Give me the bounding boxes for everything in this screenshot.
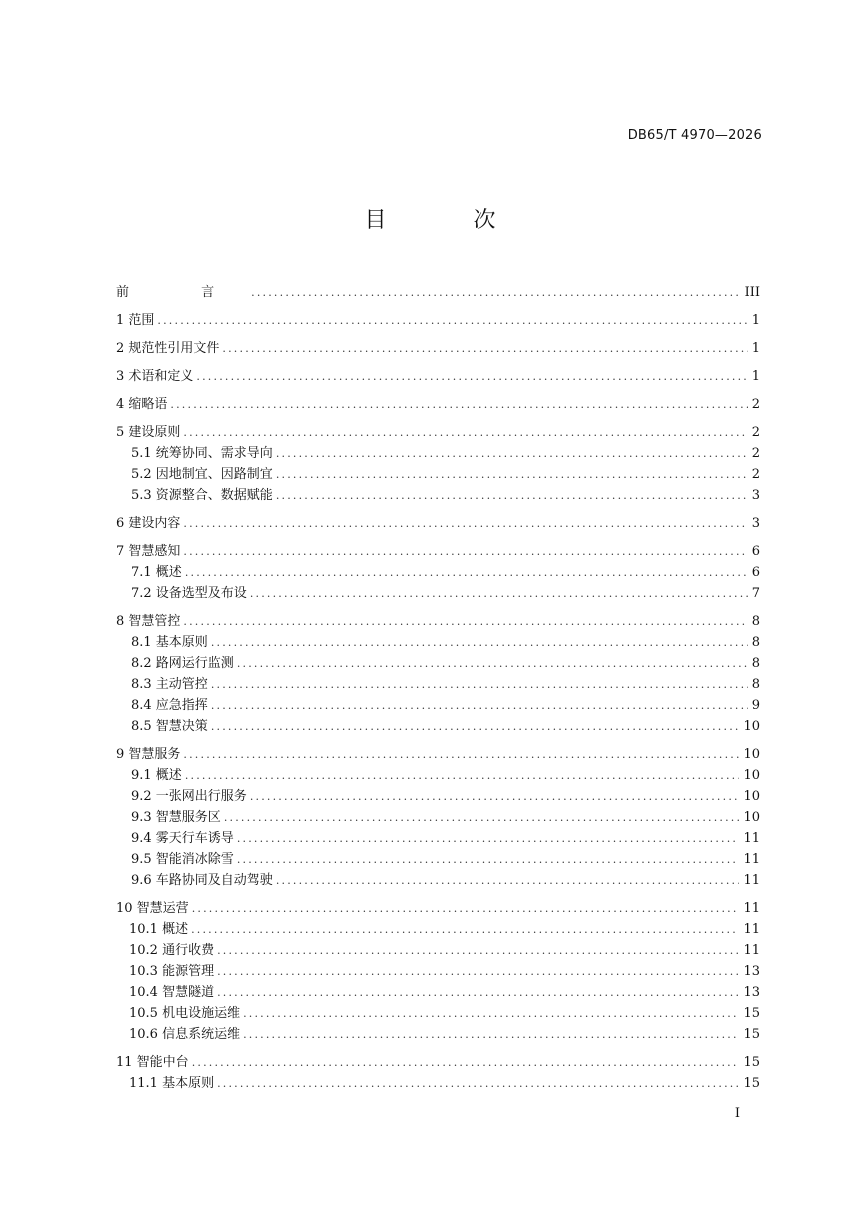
toc-dot-leader xyxy=(211,695,748,716)
toc-entry-page: 1 xyxy=(751,369,760,384)
toc-dot-leader xyxy=(211,632,748,653)
toc-entry-label: 10.1 概述 xyxy=(129,922,189,937)
toc-entry-page: 2 xyxy=(751,467,760,482)
toc-entry-label: 8 智慧管控 xyxy=(116,614,181,629)
toc-dot-leader xyxy=(185,765,740,786)
toc-entry-label: 1 范围 xyxy=(116,313,155,328)
toc-entry-page: 10 xyxy=(743,810,760,825)
toc-entry-label: 9.6 车路协同及自动驾驶 xyxy=(131,873,273,888)
toc-entry[interactable] xyxy=(116,653,760,674)
toc-entry-page: 8 xyxy=(751,677,760,692)
toc-entry-label: 9.3 智慧服务区 xyxy=(131,810,221,825)
toc-entry[interactable] xyxy=(116,1003,760,1024)
toc-entry[interactable] xyxy=(116,919,760,940)
toc-entry-label: 10 智慧运营 xyxy=(116,901,189,916)
toc-entry-label: 11.1 基本原则 xyxy=(129,1076,215,1091)
toc-entry-label: 5.1 统筹协同、需求导向 xyxy=(131,446,273,461)
toc-dot-leader xyxy=(217,982,739,1003)
toc-entry[interactable] xyxy=(116,562,760,583)
toc-entry-label: 11 智能中台 xyxy=(116,1055,189,1070)
toc-dot-leader xyxy=(237,653,748,674)
toc-entry[interactable] xyxy=(116,716,760,737)
toc-dot-leader xyxy=(183,744,739,765)
toc-entry-label: 9 智慧服务 xyxy=(116,747,181,762)
toc-entry-page: 13 xyxy=(743,985,760,1000)
toc-entry-page: 11 xyxy=(743,873,760,888)
toc-entry-page: 10 xyxy=(743,747,760,762)
toc-entry-label: 7.1 概述 xyxy=(131,565,182,580)
toc-entry-label: 5 建设原则 xyxy=(116,425,181,440)
toc-entry-label: 3 术语和定义 xyxy=(116,369,194,384)
toc-dot-leader xyxy=(191,919,739,940)
toc-entry-label: 前 言 xyxy=(116,285,249,300)
toc-entry[interactable] xyxy=(116,541,760,562)
toc-dot-leader xyxy=(276,870,740,891)
toc-dot-leader xyxy=(237,828,740,849)
toc-entry-page: 6 xyxy=(751,544,760,559)
toc-entry[interactable] xyxy=(116,464,760,485)
toc-entry-label: 8.1 基本原则 xyxy=(131,635,208,650)
toc-dot-leader xyxy=(185,562,748,583)
toc-dot-leader xyxy=(217,1073,739,1094)
toc-dot-leader xyxy=(183,541,747,562)
toc-entry[interactable] xyxy=(116,765,760,786)
toc-entry-page: 11 xyxy=(743,922,760,937)
toc-entry-page: 6 xyxy=(751,565,760,580)
toc-entry-page: 8 xyxy=(751,635,760,650)
toc-entry-page: 11 xyxy=(743,901,760,916)
toc-entry-page: 8 xyxy=(751,614,760,629)
toc-dot-leader xyxy=(251,282,740,303)
toc-entry[interactable] xyxy=(116,786,760,807)
document-code: DB65/T 4970—2026 xyxy=(627,128,762,143)
toc-dot-leader xyxy=(211,674,748,695)
toc-entry-label: 2 规范性引用文件 xyxy=(116,341,220,356)
toc-dot-leader xyxy=(192,1052,740,1073)
toc-entry-label: 9.2 一张网出行服务 xyxy=(131,789,247,804)
toc-entry-page: 11 xyxy=(743,943,760,958)
toc-entry[interactable] xyxy=(116,310,760,331)
toc-entry[interactable] xyxy=(116,366,760,387)
toc-entry-page: 8 xyxy=(751,656,760,671)
toc-entry[interactable] xyxy=(116,898,760,919)
toc-dot-leader xyxy=(217,961,739,982)
toc-entry[interactable] xyxy=(116,1073,760,1094)
toc-dot-leader xyxy=(224,807,740,828)
toc-entry-page: 1 xyxy=(751,341,760,356)
toc-entry-page: 2 xyxy=(751,425,760,440)
toc-entry[interactable] xyxy=(116,982,760,1003)
toc-entry-label: 7 智慧感知 xyxy=(116,544,181,559)
toc-entry-page: 11 xyxy=(743,831,760,846)
toc-entry-label: 9.5 智能消冰除雪 xyxy=(131,852,234,867)
toc-dot-leader xyxy=(192,898,740,919)
toc-entry-page: 11 xyxy=(743,852,760,867)
toc-dot-leader xyxy=(157,310,747,331)
toc-entry[interactable] xyxy=(116,632,760,653)
toc-entry-label: 5.3 资源整合、数据赋能 xyxy=(131,488,273,503)
toc-entry[interactable] xyxy=(116,744,760,765)
toc-entry-page: 3 xyxy=(751,488,760,503)
table-of-contents xyxy=(116,282,760,1094)
toc-entry[interactable] xyxy=(116,849,760,870)
toc-dot-leader xyxy=(183,422,747,443)
toc-entry-label: 8.4 应急指挥 xyxy=(131,698,208,713)
toc-entry[interactable] xyxy=(116,674,760,695)
toc-entry-label: 9.4 雾天行车诱导 xyxy=(131,831,234,846)
toc-dot-leader xyxy=(276,464,748,485)
toc-dot-leader xyxy=(183,611,747,632)
toc-entry-page: 7 xyxy=(751,586,760,601)
toc-entry-page: 15 xyxy=(743,1076,760,1091)
toc-entry-label: 10.4 智慧隧道 xyxy=(129,985,215,1000)
toc-entry[interactable] xyxy=(116,282,760,303)
toc-entry-label: 8.2 路网运行监测 xyxy=(131,656,234,671)
toc-entry[interactable] xyxy=(116,422,760,443)
toc-entry[interactable] xyxy=(116,828,760,849)
toc-entry-label: 10.2 通行收费 xyxy=(129,943,215,958)
toc-entry[interactable] xyxy=(116,394,760,415)
toc-entry[interactable] xyxy=(116,870,760,891)
toc-dot-leader xyxy=(196,366,747,387)
toc-entry[interactable] xyxy=(116,807,760,828)
toc-dot-leader xyxy=(217,940,739,961)
toc-entry[interactable] xyxy=(116,513,760,534)
toc-entry-label: 9.1 概述 xyxy=(131,768,182,783)
toc-entry-page: 2 xyxy=(751,446,760,461)
toc-entry[interactable] xyxy=(116,961,760,982)
toc-entry-label: 10.6 信息系统运维 xyxy=(129,1027,241,1042)
toc-dot-leader xyxy=(250,786,740,807)
toc-entry[interactable] xyxy=(116,1024,760,1045)
toc-entry-page: 10 xyxy=(743,719,760,734)
toc-dot-leader xyxy=(211,716,740,737)
toc-entry-label: 4 缩略语 xyxy=(116,397,168,412)
toc-entry[interactable] xyxy=(116,443,760,464)
toc-entry-label: 6 建设内容 xyxy=(116,516,181,531)
toc-dot-leader xyxy=(250,583,748,604)
toc-entry[interactable] xyxy=(116,583,760,604)
toc-title: 目 次 xyxy=(364,208,536,233)
toc-entry[interactable] xyxy=(116,1052,760,1073)
toc-entry-label: 10.5 机电设施运维 xyxy=(129,1006,241,1021)
toc-entry-page: 2 xyxy=(751,397,760,412)
toc-entry-label: 7.2 设备选型及布设 xyxy=(131,586,247,601)
footer-page-number: I xyxy=(734,1106,740,1121)
toc-dot-leader xyxy=(237,849,740,870)
toc-dot-leader xyxy=(183,513,747,534)
toc-entry-page: 1 xyxy=(751,313,760,328)
toc-entry[interactable] xyxy=(116,695,760,716)
toc-entry-page: 15 xyxy=(743,1027,760,1042)
toc-dot-leader xyxy=(276,443,748,464)
toc-entry[interactable] xyxy=(116,338,760,359)
toc-entry[interactable] xyxy=(116,940,760,961)
toc-entry-page: 15 xyxy=(743,1055,760,1070)
toc-entry-page: 13 xyxy=(743,964,760,979)
toc-entry-label: 10.3 能源管理 xyxy=(129,964,215,979)
toc-entry-page: III xyxy=(744,285,760,300)
toc-entry-page: 9 xyxy=(751,698,760,713)
toc-dot-leader xyxy=(222,338,747,359)
toc-entry-page: 15 xyxy=(743,1006,760,1021)
toc-entry-page: 3 xyxy=(751,516,760,531)
toc-entry[interactable] xyxy=(116,611,760,632)
toc-dot-leader xyxy=(276,485,748,506)
toc-entry[interactable] xyxy=(116,485,760,506)
toc-entry-page: 10 xyxy=(743,768,760,783)
toc-entry-label: 8.3 主动管控 xyxy=(131,677,208,692)
toc-dot-leader xyxy=(243,1024,739,1045)
toc-dot-leader xyxy=(170,394,747,415)
toc-entry-page: 10 xyxy=(743,789,760,804)
toc-entry-label: 5.2 因地制宜、因路制宜 xyxy=(131,467,273,482)
toc-entry-label: 8.5 智慧决策 xyxy=(131,719,208,734)
toc-dot-leader xyxy=(243,1003,739,1024)
